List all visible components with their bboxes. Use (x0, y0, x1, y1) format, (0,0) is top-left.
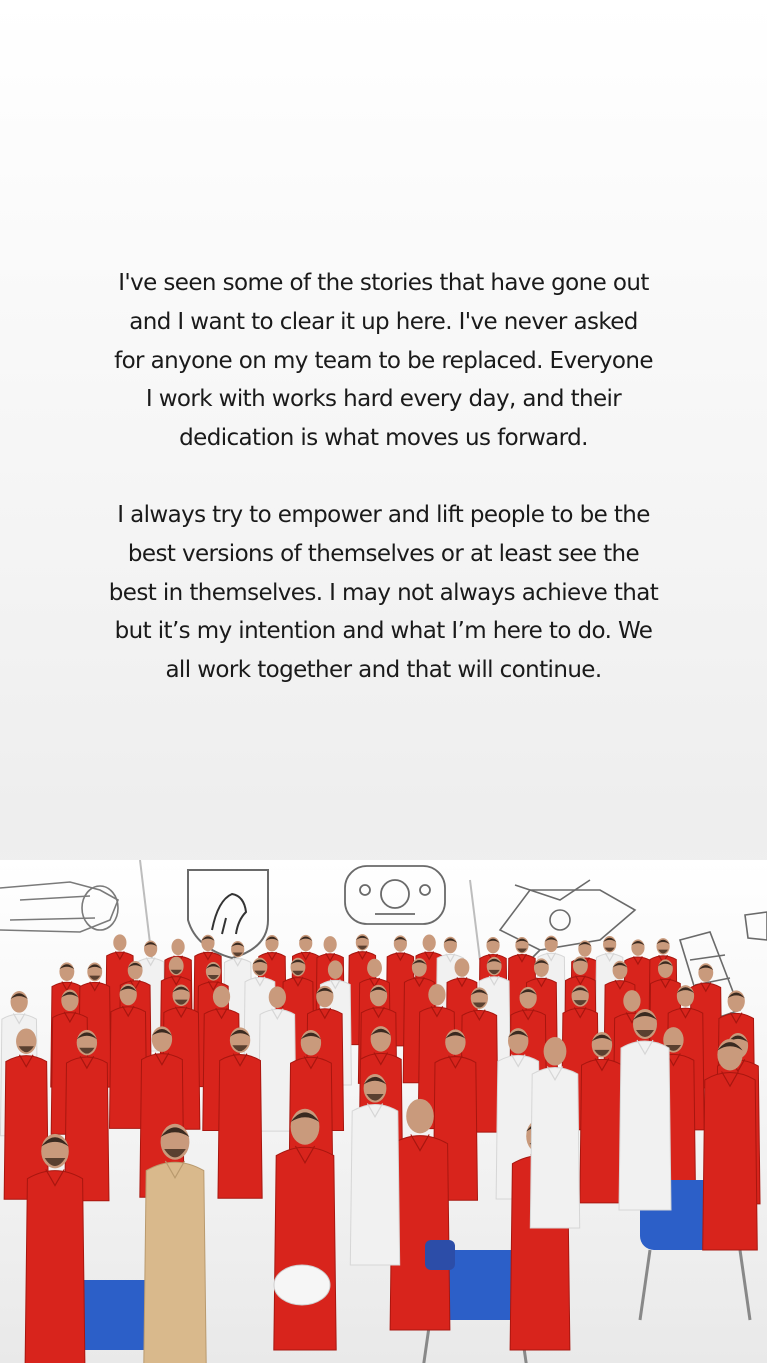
team-photo (0, 860, 767, 1363)
team-photo-canvas (0, 860, 767, 1363)
message-paragraph-2: I always try to empower and lift people to be the best versions of themselves or at least see the best in themselves. I may not always achieve that but it’s my intention and what I’m here to do. We all work together and that will continue. (108, 501, 659, 684)
message-paragraph-1: I've seen some of the stories that have gone out and I want to clear it up here. I've never asked for anyone on my team to be replaced. Everyone I work with works hard every day, and their dedication is what moves us forward. (114, 270, 653, 452)
blue-item (425, 1240, 455, 1270)
white-helmet (274, 1265, 330, 1305)
story-message (95, 264, 672, 690)
